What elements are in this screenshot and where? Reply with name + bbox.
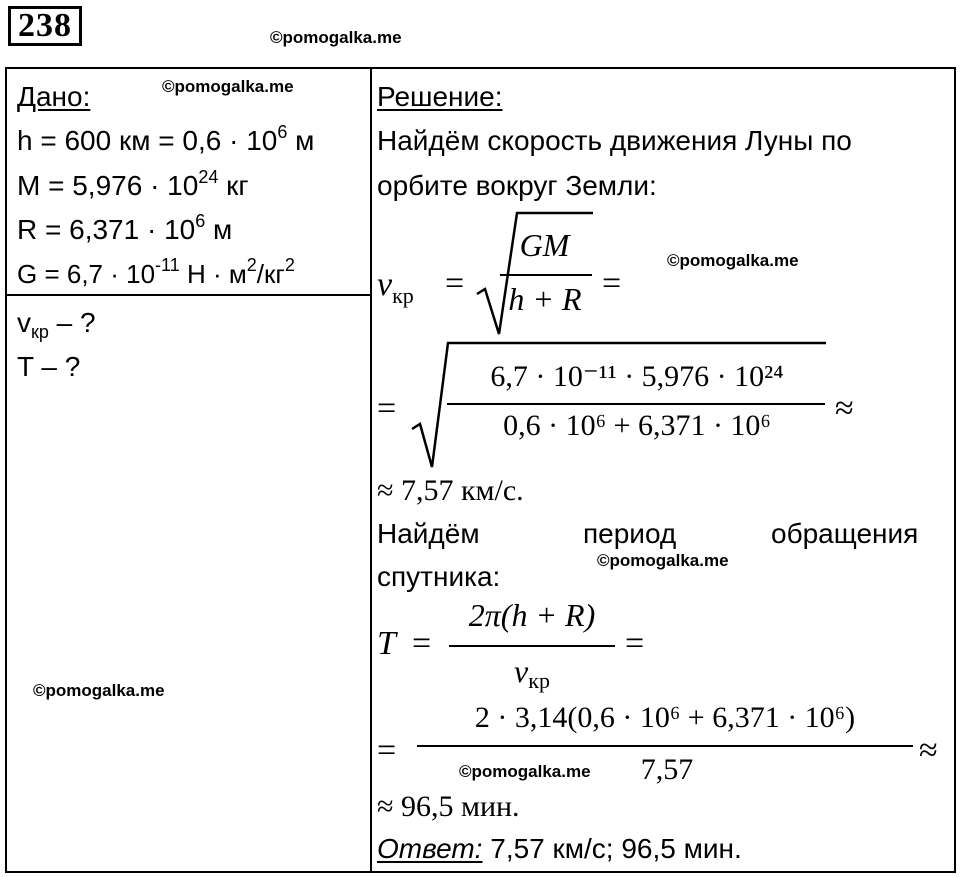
fraction-4-numerator: 2 · 3,14(0,6 · 10⁶ + 6,371 · 10⁶) bbox=[474, 701, 856, 734]
approx-sign: ≈ bbox=[919, 732, 938, 769]
given-m: $M = 5,976 \cdot 10^{24}$ кг bbox=[17, 167, 249, 201]
fraction-line-4 bbox=[417, 745, 913, 747]
equals: = bbox=[445, 265, 465, 302]
given-header: Дано: bbox=[17, 81, 91, 112]
answer: Ответ: 7,57 км/с; 96,5 мин. bbox=[377, 833, 742, 864]
period-line-2: спутника: bbox=[377, 561, 501, 592]
given-r: $R = 6,371 \cdot 10^6$ м bbox=[17, 211, 233, 245]
watermark: ©pomogalka.me bbox=[459, 762, 591, 781]
fraction-line-3 bbox=[449, 645, 615, 647]
column-divider bbox=[370, 69, 372, 871]
problem-number: 238 bbox=[8, 6, 82, 46]
fraction-4-denominator: 7,57 bbox=[640, 753, 694, 786]
fraction-3-denominator: vкр bbox=[514, 653, 550, 693]
period-word-1: Найдём bbox=[377, 518, 480, 549]
fraction-line-1 bbox=[500, 274, 592, 276]
t-result: ≈ 96,5 мин. bbox=[377, 790, 520, 823]
equals: = bbox=[377, 732, 397, 769]
watermark: ©pomogalka.me bbox=[270, 28, 402, 47]
fraction-gm-numerator: GM bbox=[519, 227, 570, 263]
watermark: ©pomogalka.me bbox=[33, 681, 165, 700]
watermark: ©pomogalka.me bbox=[667, 251, 799, 270]
v-kr-symbol: $v_{кр}$ bbox=[377, 266, 414, 308]
find-v: $v_{кр}$ – ? bbox=[17, 307, 96, 342]
fraction-2-denominator: 0,6 · 10⁶ + 6,371 · 10⁶ bbox=[503, 409, 771, 442]
fraction-2-numerator: 6,7 · 10⁻¹¹ · 5,976 · 10²⁴ bbox=[490, 360, 784, 393]
solution-header: Решение: bbox=[377, 81, 503, 112]
solution-intro-1: Найдём скорость движения Луны по bbox=[377, 125, 852, 156]
approx-sign: ≈ bbox=[835, 390, 854, 427]
find-t: T – ? bbox=[17, 351, 81, 382]
solution-table bbox=[5, 67, 956, 873]
period-word-2: период bbox=[583, 518, 677, 549]
fraction-3-numerator: 2π(h + R) bbox=[468, 597, 596, 633]
given-divider bbox=[7, 294, 370, 296]
fraction-line-2 bbox=[447, 403, 825, 405]
equals: = bbox=[625, 625, 645, 662]
given-h: h = 600 км = $0,6 \cdot 10^6$ м bbox=[17, 122, 315, 156]
given-g: $G = 6,7 \cdot 10^{-11}$ $Н \cdot м^2/кг^2$ bbox=[17, 255, 295, 289]
watermark: ©pomogalka.me bbox=[597, 551, 729, 570]
t-symbol: T bbox=[377, 625, 396, 662]
fraction-gm-denominator: h + R bbox=[508, 281, 582, 317]
equals: = bbox=[377, 390, 397, 427]
v-result: ≈ 7,57 км/с. bbox=[377, 474, 524, 507]
period-word-3: обращения bbox=[771, 518, 919, 549]
solution-intro-2: орбите вокруг Земли: bbox=[377, 170, 657, 201]
equals: = bbox=[412, 625, 432, 662]
watermark: ©pomogalka.me bbox=[162, 77, 294, 96]
equals: = bbox=[602, 265, 622, 302]
